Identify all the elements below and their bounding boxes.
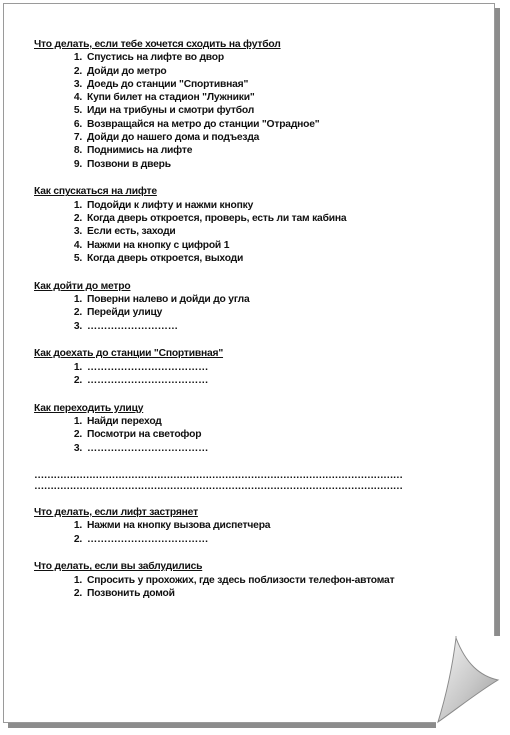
item-text: Купи билет на стадион "Лужники" <box>87 92 255 104</box>
list-item <box>34 225 464 238</box>
dotted-line: …………………………………………………………………………………………………… <box>34 480 403 492</box>
item-text: Нажми на кнопку с цифрой 1 <box>87 239 230 251</box>
list-item <box>34 118 464 131</box>
item-number: 5. <box>73 252 82 264</box>
item-text: Спустись на лифте во двор <box>87 52 224 64</box>
item-text: ……………………………… <box>87 442 209 454</box>
item-text: Нажми на кнопку вызова диспетчера <box>87 520 271 532</box>
section-heading: Что делать, если тебе хочется сходить на футбол <box>34 39 281 50</box>
item-number: 2. <box>73 375 82 387</box>
section-stuck-elevator <box>34 506 464 546</box>
item-text: Найди переход <box>87 416 162 428</box>
item-number: 1. <box>73 574 82 586</box>
item-text: Перейди улицу <box>87 307 163 319</box>
item-number: 3. <box>73 320 82 332</box>
section-elevator <box>34 185 464 265</box>
item-number: 8. <box>73 145 82 157</box>
item-text: Посмотри на светофор <box>87 429 202 441</box>
list-item <box>34 320 464 333</box>
item-text: ……………………………… <box>87 375 209 387</box>
item-text: Доедь до станции "Спортивная" <box>87 78 249 90</box>
item-number: 2. <box>73 588 82 599</box>
section-heading: Как доехать до станции "Спортивная" <box>34 348 224 360</box>
list-item <box>34 533 464 546</box>
list-item <box>34 239 464 252</box>
section-heading: Как дойти до метро <box>34 280 131 292</box>
item-text: Поверни налево и дойди до угла <box>87 294 250 306</box>
list-item <box>34 415 464 428</box>
item-number: 3. <box>73 226 82 238</box>
list-item <box>34 252 464 265</box>
list-item <box>34 361 464 374</box>
item-text: Когда дверь откроется, выходи <box>87 252 244 264</box>
dotted-separator <box>34 470 464 492</box>
document-content <box>34 38 464 615</box>
item-text: Иди на трибуны и смотри футбол <box>87 105 255 117</box>
item-number: 6. <box>73 118 82 130</box>
item-text: Позвонить домой <box>87 588 175 599</box>
item-text: ……………………………… <box>87 533 209 545</box>
item-number: 1. <box>73 520 82 532</box>
section-heading: Как переходить улицу <box>34 402 144 414</box>
section-metro-ride <box>34 347 464 387</box>
list-item <box>34 574 464 587</box>
item-number: 1. <box>73 294 82 306</box>
section-heading: Что делать, если вы заблудились <box>34 561 203 573</box>
item-number: 9. <box>73 158 82 170</box>
list-item <box>34 104 464 117</box>
document-page <box>3 3 495 723</box>
item-number: 2. <box>73 213 82 225</box>
item-number: 2. <box>73 429 82 441</box>
item-text: Если есть, заходи <box>87 226 176 238</box>
list-item <box>34 306 464 319</box>
section-metro-walk <box>34 280 464 333</box>
list-item <box>34 65 464 78</box>
item-text: Дойди до метро <box>87 65 167 77</box>
item-text: Позвони в дверь <box>87 158 171 170</box>
list-item <box>34 212 464 225</box>
item-number: 7. <box>73 132 82 144</box>
item-number: 4. <box>73 92 82 104</box>
section-crossing <box>34 402 464 455</box>
section-lost <box>34 560 464 600</box>
item-number: 1. <box>73 361 82 373</box>
item-number: 4. <box>73 239 82 251</box>
list-item <box>34 131 464 144</box>
list-item <box>34 519 464 532</box>
list-item <box>34 587 464 600</box>
item-number: 1. <box>73 199 82 211</box>
dotted-line: …………………………………………………………………………………………………… <box>34 469 403 481</box>
section-heading: Как спускаться на лифте <box>34 186 157 198</box>
item-text: ……………………………… <box>87 361 209 373</box>
item-number: 2. <box>73 307 82 319</box>
item-text: Возвращайся на метро до станции "Отрадное" <box>87 118 320 130</box>
item-number: 3. <box>73 78 82 90</box>
section-heading: Что делать, если лифт застрянет <box>34 507 198 519</box>
section-football <box>34 38 464 171</box>
item-number: 1. <box>73 52 82 64</box>
list-item <box>34 158 464 171</box>
list-item <box>34 144 464 157</box>
item-text: Дойди до нашего дома и подъезда <box>87 132 260 144</box>
list-item <box>34 78 464 91</box>
list-item <box>34 374 464 387</box>
page-curl-corner <box>436 636 506 728</box>
item-number: 3. <box>73 442 82 454</box>
list-item <box>34 428 464 441</box>
item-text: Когда дверь откроется, проверь, есть ли там кабина <box>87 213 347 225</box>
item-text: Поднимись на лифте <box>87 145 193 157</box>
list-item <box>34 199 464 212</box>
item-number: 2. <box>73 533 82 545</box>
list-item <box>34 293 464 306</box>
item-text: ……………………… <box>87 320 178 332</box>
list-item <box>34 51 464 64</box>
item-number: 5. <box>73 105 82 117</box>
list-item <box>34 91 464 104</box>
item-number: 1. <box>73 416 82 428</box>
item-text: Спросить у прохожих, где здесь поблизости телефон-автомат <box>87 574 395 586</box>
item-number: 2. <box>73 65 82 77</box>
list-item <box>34 442 464 455</box>
item-text: Подойди к лифту и нажми кнопку <box>87 199 254 211</box>
